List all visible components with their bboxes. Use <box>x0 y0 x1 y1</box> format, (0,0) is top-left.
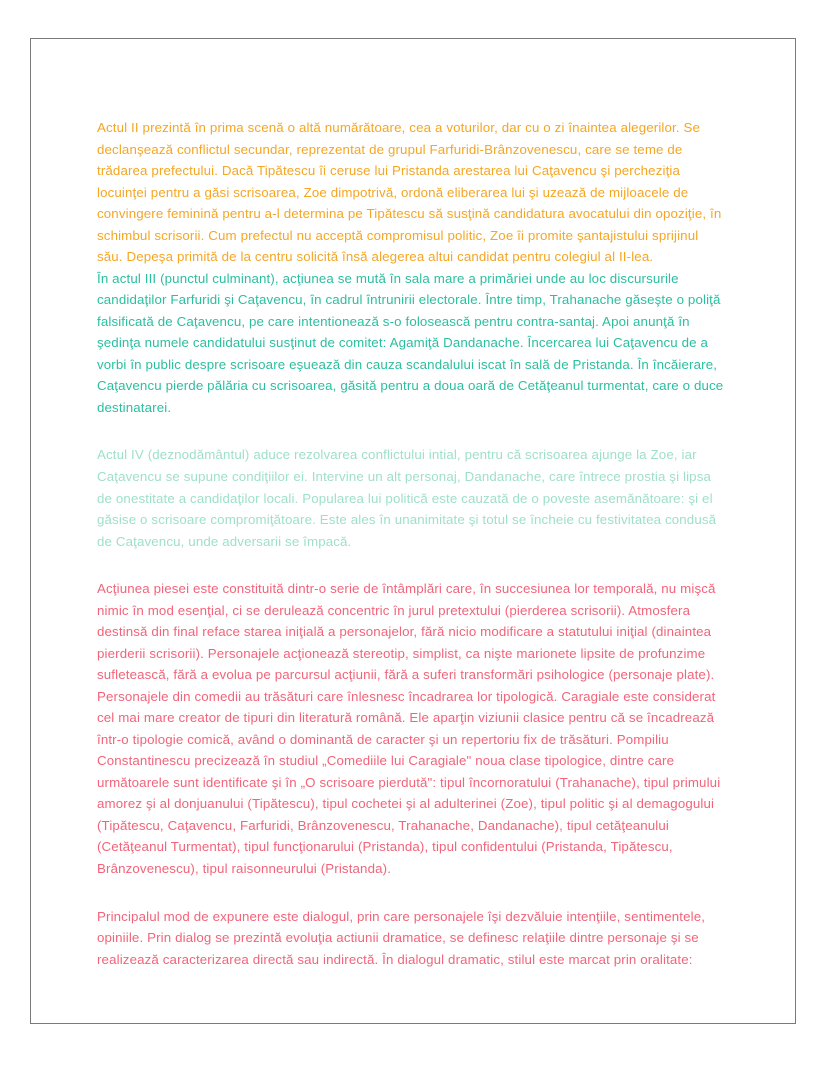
document-content <box>97 117 727 970</box>
paragraph-act-2: Actul II prezintă în prima scenă o altă numărătoare, cea a voturilor, dar cu o zi înaintea alegerilor. Se declanşează conflictul secundar, reprezentat de grupul Farfuridi-Brânzovenescu, care se teme de trădarea prefectului. Dacă Tipătescu îi ceruse lui Pristanda arestarea lui Caţavencu şi percheziţia locuinţei pentru a găsi scrisoarea, Zoe dimpotrivă, ordonă eliberarea lui şi uzează de mijloacele de convingere feminină pentru a-l determina pe Tipătescu să susţină candidatura avocatului din opoziţie, în schimbul scrisorii. Cum prefectul nu acceptă compromisul politic, Zoe îi promite şantajistului sprijinul său. Depeşa primită de la centru solicită însă alegerea altui candidat pentru colegiul al II-lea. <box>97 120 722 265</box>
paragraph-actiune: Acţiunea piesei este constituită dintr-o serie de întâmplări care, în succesiunea lor temporală, nu mişcă nimic în mod esenţial, ci se derulează concentric în jurul pretextului (pierderea scrisorii). Atmosfera destinsă din final reface starea iniţială a personajelor, fără nicio modificare a statutului iniţial (dinaintea pierderii scrisorii). Personajele acţionează stereotip, simplist, ca nişte marionete lipsite de profunzime sufletească, fără a evolua pe parcursul acţiunii, fără a suferi transformări psihologice (personaje plate). Personajele din comedii au trăsături care înlesnesc încadrarea lor tipologică. Caragiale este considerat cel mai mare creator de tipuri din literatură română. Ele aparţin viziunii clasice pentru că se încadrează într-o tipologie comică, având o dominantă de caracter şi un repertoriu fix de trăsături. Pompiliu Constantinescu precizează în studiul „Comediile lui Caragiale" noua clase tipologice, dintre care următoarele sunt identificate şi în „O scrisoare pierdută": tipul încornoratului (Trahanache), tipul primului amorez şi al donjuanului (Tipătescu), tipul cochetei şi al adulterinei (Zoe), tipul politic şi al demagogului (Tipătescu, Caţavencu, Farfuridi, Brânzovenescu, Trahanache, Dandanache), tipul cetăţeanului (Cetăţeanul Turmentat), tipul funcţionarului (Pristanda), tipul confidentului (Pristanda, Tipătescu, Brânzovenescu), tipul raisonneurului (Pristanda). <box>97 581 721 876</box>
paragraph-spacer <box>97 880 727 906</box>
paragraph-act-3: În actul III (punctul culminant), acţiunea se mută în sala mare a primăriei unde au loc discursurile candidaţilor Farfuridi şi Caţavencu, în cadrul întrunirii electorale. Între timp, Trahanache găseşte o poliţă falsificată de Caţavencu, pe care intentionează s-o folosească pentru contra-santaj. Apoi anunţă în şedinţa numele candidatului susţinut de comitet: Agamiţă Dandanache. Încercarea lui Caţavencu de a vorbi în public despre scrisoare eşuează din cauza scandalului iscat în sală de Pristanda. În încăierare, Caţavencu pierde pălăria cu scrisoarea, găsită pentru a doua oară de Cetăţeanul turmentat, care o duce destinatarei. <box>97 270 724 415</box>
paragraph-spacer <box>97 552 727 578</box>
paragraph-dialog: Principalul mod de expunere este dialogul, prin care personajele îşi dezvăluie intenţiile, sentimentele, opiniile. Prin dialog se prezintă evoluţia actiunii dramatice, se definesc relaţiile dintre personaje şi se realizează caracterizarea directă sau indirectă. În dialogul dramatic, stilul este marcat prin oralitate: <box>97 908 706 967</box>
paragraph-spacer <box>97 418 727 444</box>
paragraph-act-4: Actul IV (deznodământul) aduce rezolvarea conflictului intial, pentru că scrisoarea ajunge la Zoe, iar Caţavencu se supune condiţiilor ei. Intervine un alt personaj, Dandanache, care întrece prostia şi lipsa de onestitate a candidaţilor locali. Popularea lui politică este cauzată de o poveste asemănătoare: şi el găsise o scrisoare compromiţătoare. Este ales în unanimitate şi totul se încheie cu festivitatea condusă de Caţavencu, unde adversarii se împacă. <box>97 447 717 549</box>
document-page <box>30 38 796 1024</box>
